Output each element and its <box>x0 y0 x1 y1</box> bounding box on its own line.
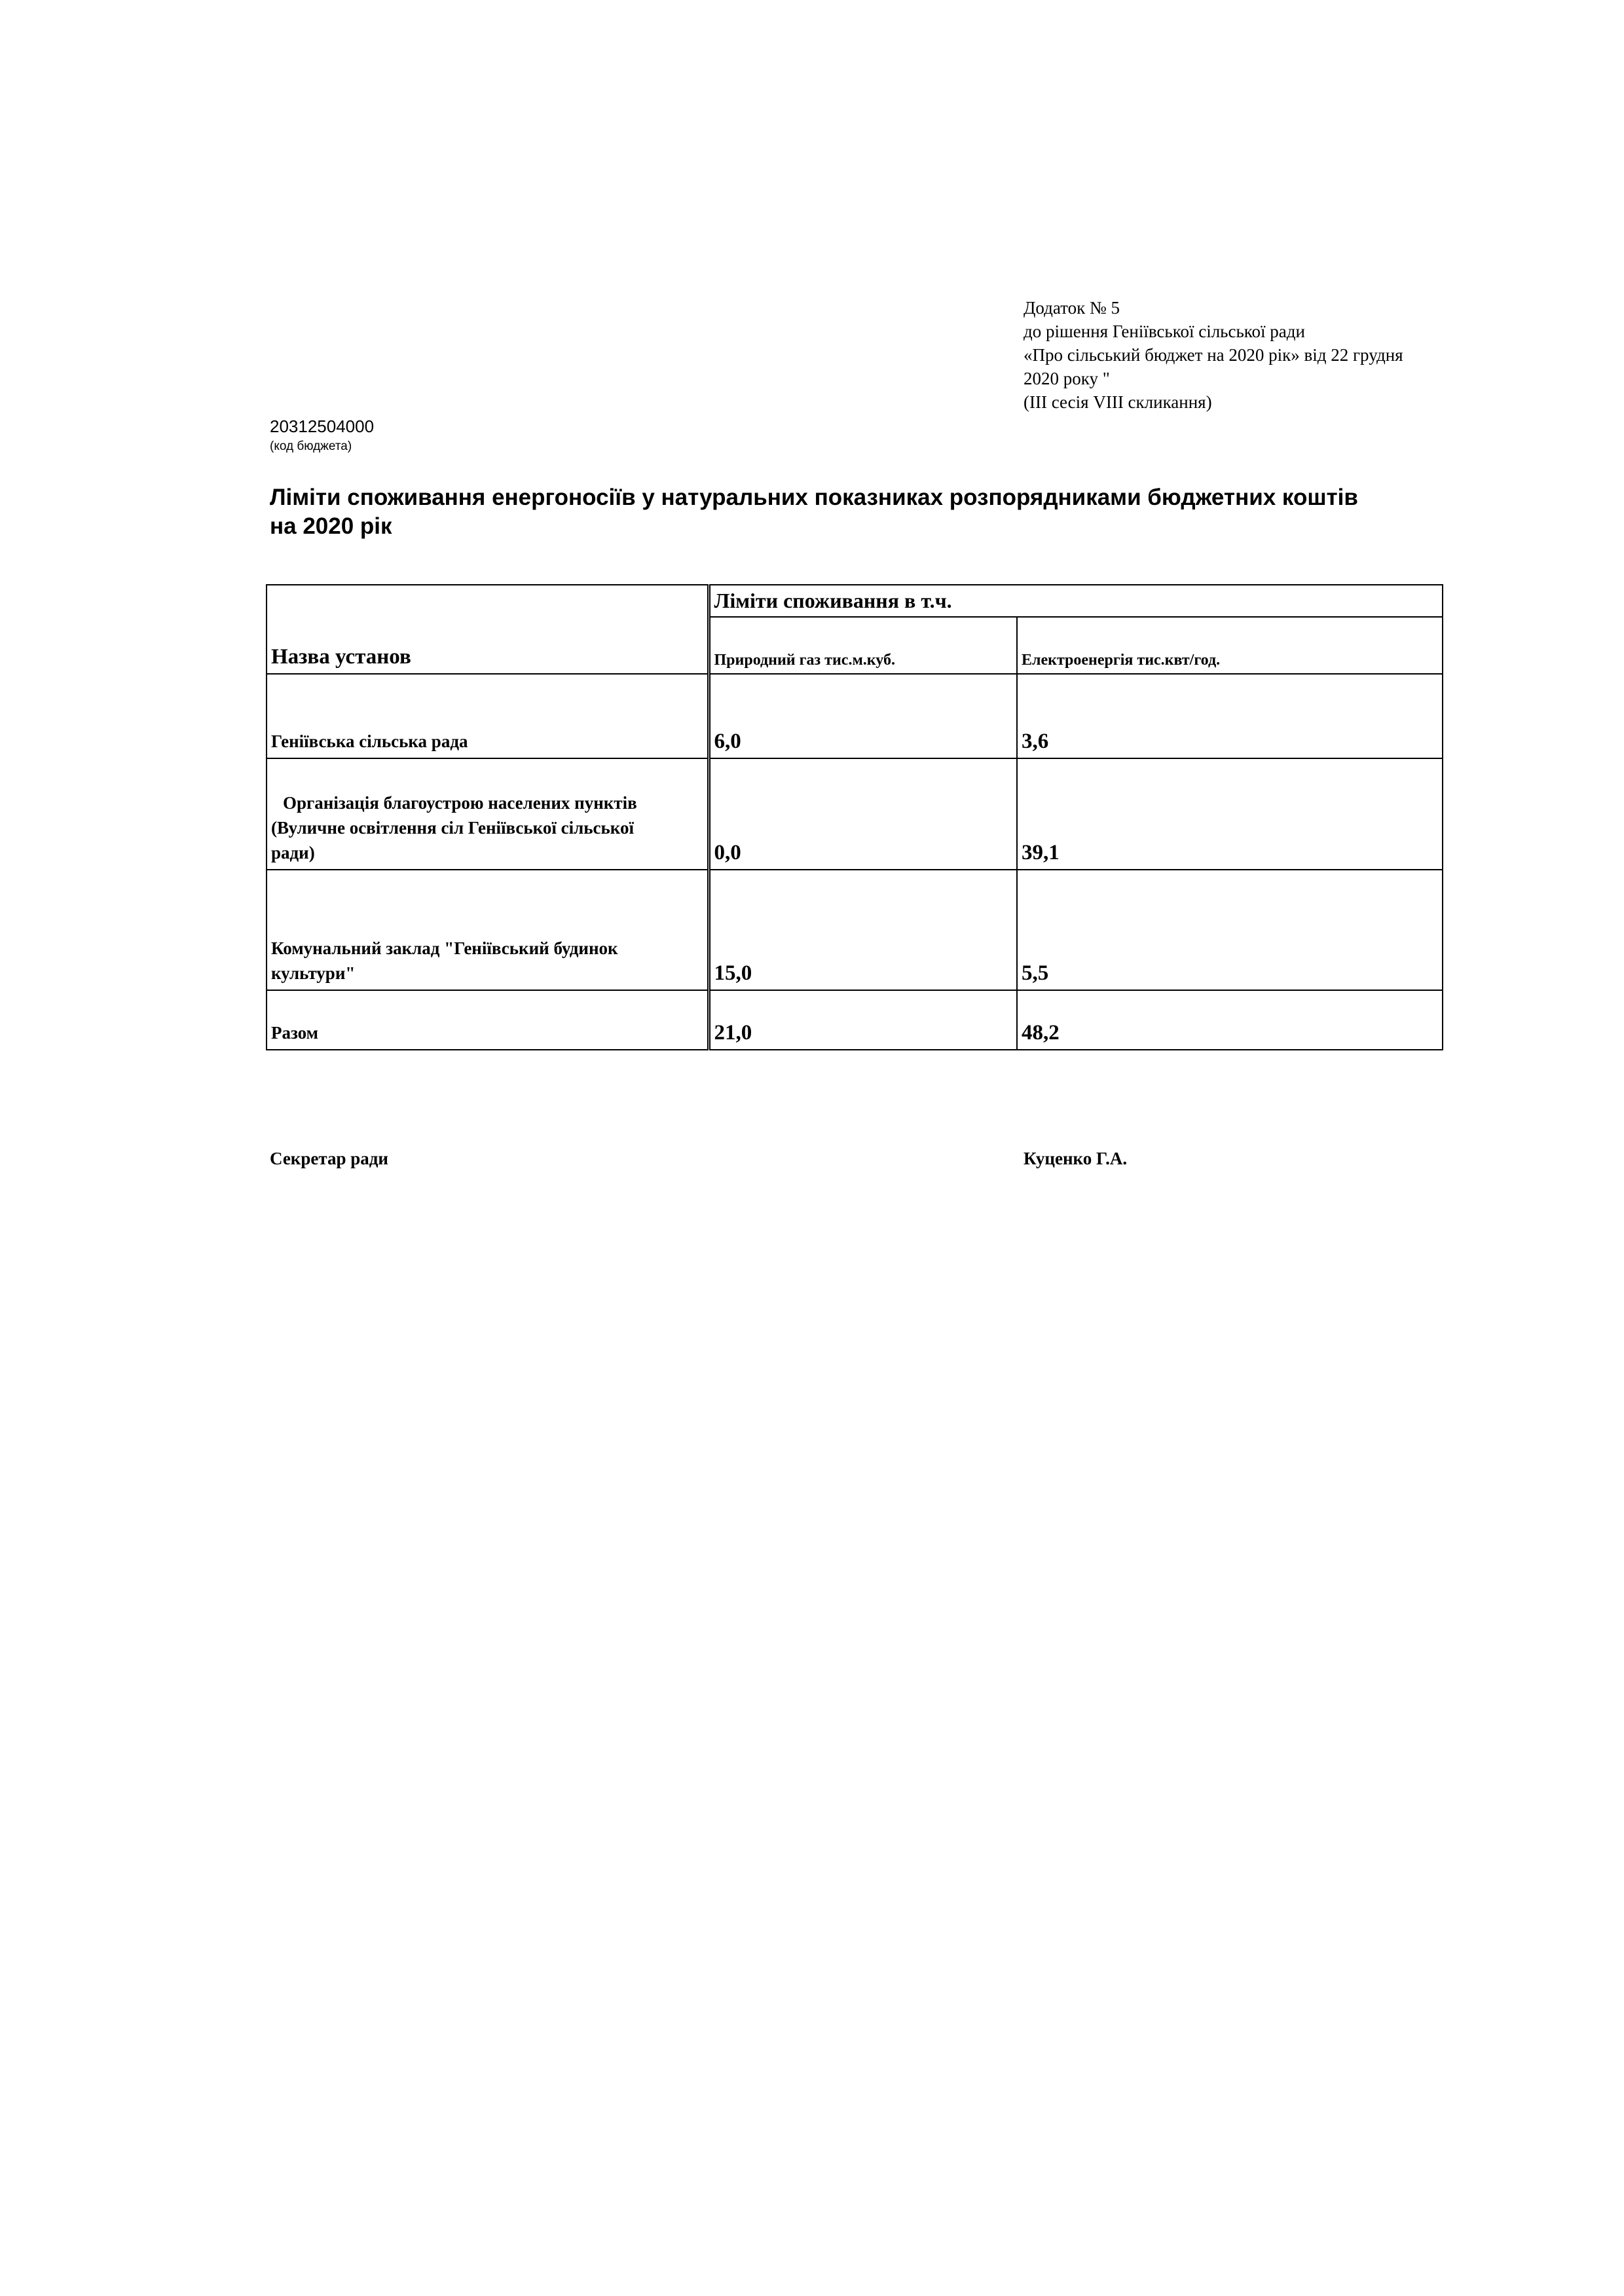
appendix-line: до рішення Геніївської сільської ради <box>1024 322 1305 341</box>
total-electricity-cell <box>1017 990 1443 1050</box>
document-title-line: на 2020 рік <box>270 513 392 539</box>
total-gas-cell <box>709 990 1017 1050</box>
budget-code: 20312504000 <box>270 417 375 436</box>
table-row <box>267 870 1443 990</box>
appendix-line: (ІІІ сесія VIII скликання) <box>1024 392 1212 412</box>
appendix-line: «Про сільський бюджет на 2020 рік» від 22 грудня <box>1024 345 1403 365</box>
document-title <box>270 483 1462 541</box>
row-electricity-cell <box>1017 870 1443 990</box>
row-name-cell <box>267 870 709 990</box>
table-header-row <box>267 585 1443 617</box>
table-total-row <box>267 990 1443 1050</box>
budget-code-label: (код бюджета) <box>270 439 352 453</box>
header-group-cell <box>709 585 1443 617</box>
total-label: Разом <box>271 1023 319 1043</box>
row-name-line: ради) <box>271 843 315 862</box>
row-gas-cell <box>709 674 1017 758</box>
row-name-line: Організація благоустрою населених пунктів <box>283 793 637 813</box>
table-row <box>267 758 1443 870</box>
total-electricity: 48,2 <box>1022 1021 1060 1045</box>
row-name-line: культури" <box>271 963 356 983</box>
header-electricity-cell <box>1017 617 1443 674</box>
row-gas-cell <box>709 870 1017 990</box>
appendix-block <box>1024 296 1574 414</box>
signature-name: Куценко Г.А. <box>1024 1149 1128 1168</box>
row-gas: 0,0 <box>714 841 741 864</box>
row-name: Геніївська сільська рада <box>271 731 468 751</box>
row-name-line: (Вуличне освітлення сіл Геніївської сільської <box>271 818 635 838</box>
document-title-line: Ліміти споживання енергоносіїв у натуральних показниках розпорядниками бюджетних коштів <box>270 485 1358 510</box>
row-electricity-cell <box>1017 674 1443 758</box>
row-electricity: 5,5 <box>1022 961 1049 985</box>
total-name-cell <box>267 990 709 1050</box>
total-gas: 21,0 <box>714 1021 752 1045</box>
appendix-line: 2020 року " <box>1024 369 1110 388</box>
header-group: Ліміти споживання в т.ч. <box>714 589 952 612</box>
table-row <box>267 674 1443 758</box>
row-electricity: 3,6 <box>1022 730 1049 753</box>
row-name-line: Комунальний заклад "Геніївський будинок <box>271 938 618 958</box>
header-gas: Природний газ тис.м.куб. <box>714 652 895 669</box>
row-name-cell <box>267 674 709 758</box>
signature-role: Секретар ради <box>270 1149 388 1168</box>
row-electricity-cell <box>1017 758 1443 870</box>
header-name: Назва установ <box>271 645 411 669</box>
header-electricity: Електроенергія тис.квт/год. <box>1022 652 1221 669</box>
row-electricity: 39,1 <box>1022 841 1060 864</box>
appendix-line: Додаток № 5 <box>1024 298 1120 318</box>
row-gas-cell <box>709 758 1017 870</box>
row-name-cell <box>267 758 709 870</box>
limits-table <box>266 584 1443 1050</box>
header-gas-cell <box>709 617 1017 674</box>
header-name-cell <box>267 585 709 674</box>
row-gas: 15,0 <box>714 961 752 985</box>
row-gas: 6,0 <box>714 730 741 753</box>
